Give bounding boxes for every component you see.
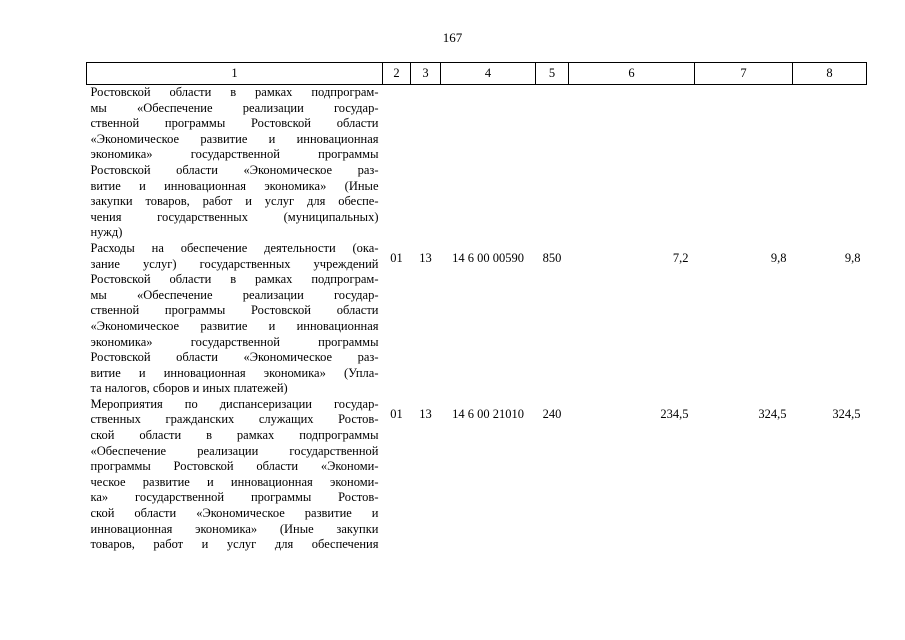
cell-subsection (411, 85, 441, 241)
cell-expense-type (536, 85, 569, 241)
column-header-5: 5 (536, 63, 569, 85)
cell-subsection: 13 (419, 250, 432, 265)
column-header-7: 7 (695, 63, 793, 85)
row-description (87, 241, 383, 397)
table-row (87, 85, 867, 241)
description-line: «Экономическое развитие и инновационная (90, 131, 379, 146)
description-line: «Экономическое развитие и инновационная (90, 318, 379, 333)
cell-expense-type: 240 (542, 406, 562, 421)
cell-expense-type: 850 (542, 250, 562, 265)
cell-amount-6: 7,2 (672, 250, 689, 265)
description-line: ственной программы Ростовской области (90, 116, 379, 131)
cell-amount-7 (695, 85, 793, 241)
description-line: экономика» государственной программы (90, 334, 379, 349)
description-line: товаров, работ и услуг для обеспечения (90, 537, 379, 552)
cell-target-article: 14 6 00 00590 (452, 250, 524, 265)
description-line: зание услуг) государственных учреждений (90, 256, 379, 271)
cell-amount-7: 324,5 (758, 406, 787, 421)
description-line: Ростовской области в рамках подпрограм- (90, 272, 379, 287)
description-line: «Обеспечение реализации государственной (90, 443, 379, 458)
description-line: ческое развитие и инновационная экономи- (90, 474, 379, 489)
description-line: нужд) (90, 225, 123, 240)
description-line: экономика» государственной программы (90, 147, 379, 162)
column-header-8: 8 (793, 63, 867, 85)
cell-section: 01 (390, 250, 403, 265)
column-header-1: 1 (87, 63, 383, 85)
description-line: ка» государственной программы Ростов- (90, 490, 379, 505)
description-line: закупки товаров, работ и услуг для обеспе- (90, 194, 379, 209)
description-line: инновационная экономика» (Иные закупки (90, 521, 379, 536)
description-line: та налогов, сборов и иных платежей) (90, 381, 288, 396)
cell-subsection: 13 (419, 406, 432, 421)
description-line: Ростовской области «Экономическое раз- (90, 162, 379, 177)
column-header-4: 4 (441, 63, 536, 85)
cell-target-article (441, 85, 536, 241)
description-line: витие и инновационная экономика» (Упла- (90, 365, 379, 380)
table-row (87, 241, 867, 397)
header-row (87, 63, 867, 85)
column-header-6: 6 (569, 63, 695, 85)
description-line: чения государственных (муниципальных) (90, 209, 379, 224)
description-line: мы «Обеспечение реализации государ- (90, 287, 379, 302)
description-line: витие и инновационная экономика» (Иные (90, 178, 379, 193)
column-header-2: 2 (383, 63, 411, 85)
description-line: ской области «Экономическое развитие и (90, 506, 379, 521)
cell-amount-8 (793, 85, 867, 241)
cell-amount-7: 9,8 (770, 250, 787, 265)
cell-amount-6: 234,5 (660, 406, 689, 421)
page-number: 167 (442, 30, 463, 45)
description-line: программы Ростовской области «Экономи- (90, 459, 379, 474)
row-description (87, 85, 383, 241)
column-header-3: 3 (411, 63, 441, 85)
description-line: Расходы на обеспечение деятельности (ока- (90, 240, 379, 255)
cell-amount-6 (569, 85, 695, 241)
cell-amount-8: 324,5 (832, 406, 861, 421)
description-line: ской области в рамках подпрограммы (90, 428, 379, 443)
description-line: Мероприятия по диспансеризации государ- (90, 396, 379, 411)
cell-section: 01 (390, 406, 403, 421)
description-line: ственных гражданских служащих Ростов- (90, 412, 379, 427)
cell-target-article: 14 6 00 21010 (452, 406, 524, 421)
cell-section (383, 85, 411, 241)
table-row (87, 397, 867, 553)
cell-amount-8: 9,8 (844, 250, 861, 265)
row-description (87, 397, 383, 553)
budget-table (86, 62, 867, 553)
description-line: мы «Обеспечение реализации государ- (90, 100, 379, 115)
description-line: ственной программы Ростовской области (90, 303, 379, 318)
description-line: Ростовской области в рамках подпрограм- (90, 85, 379, 99)
description-line: Ростовской области «Экономическое раз- (90, 350, 379, 365)
